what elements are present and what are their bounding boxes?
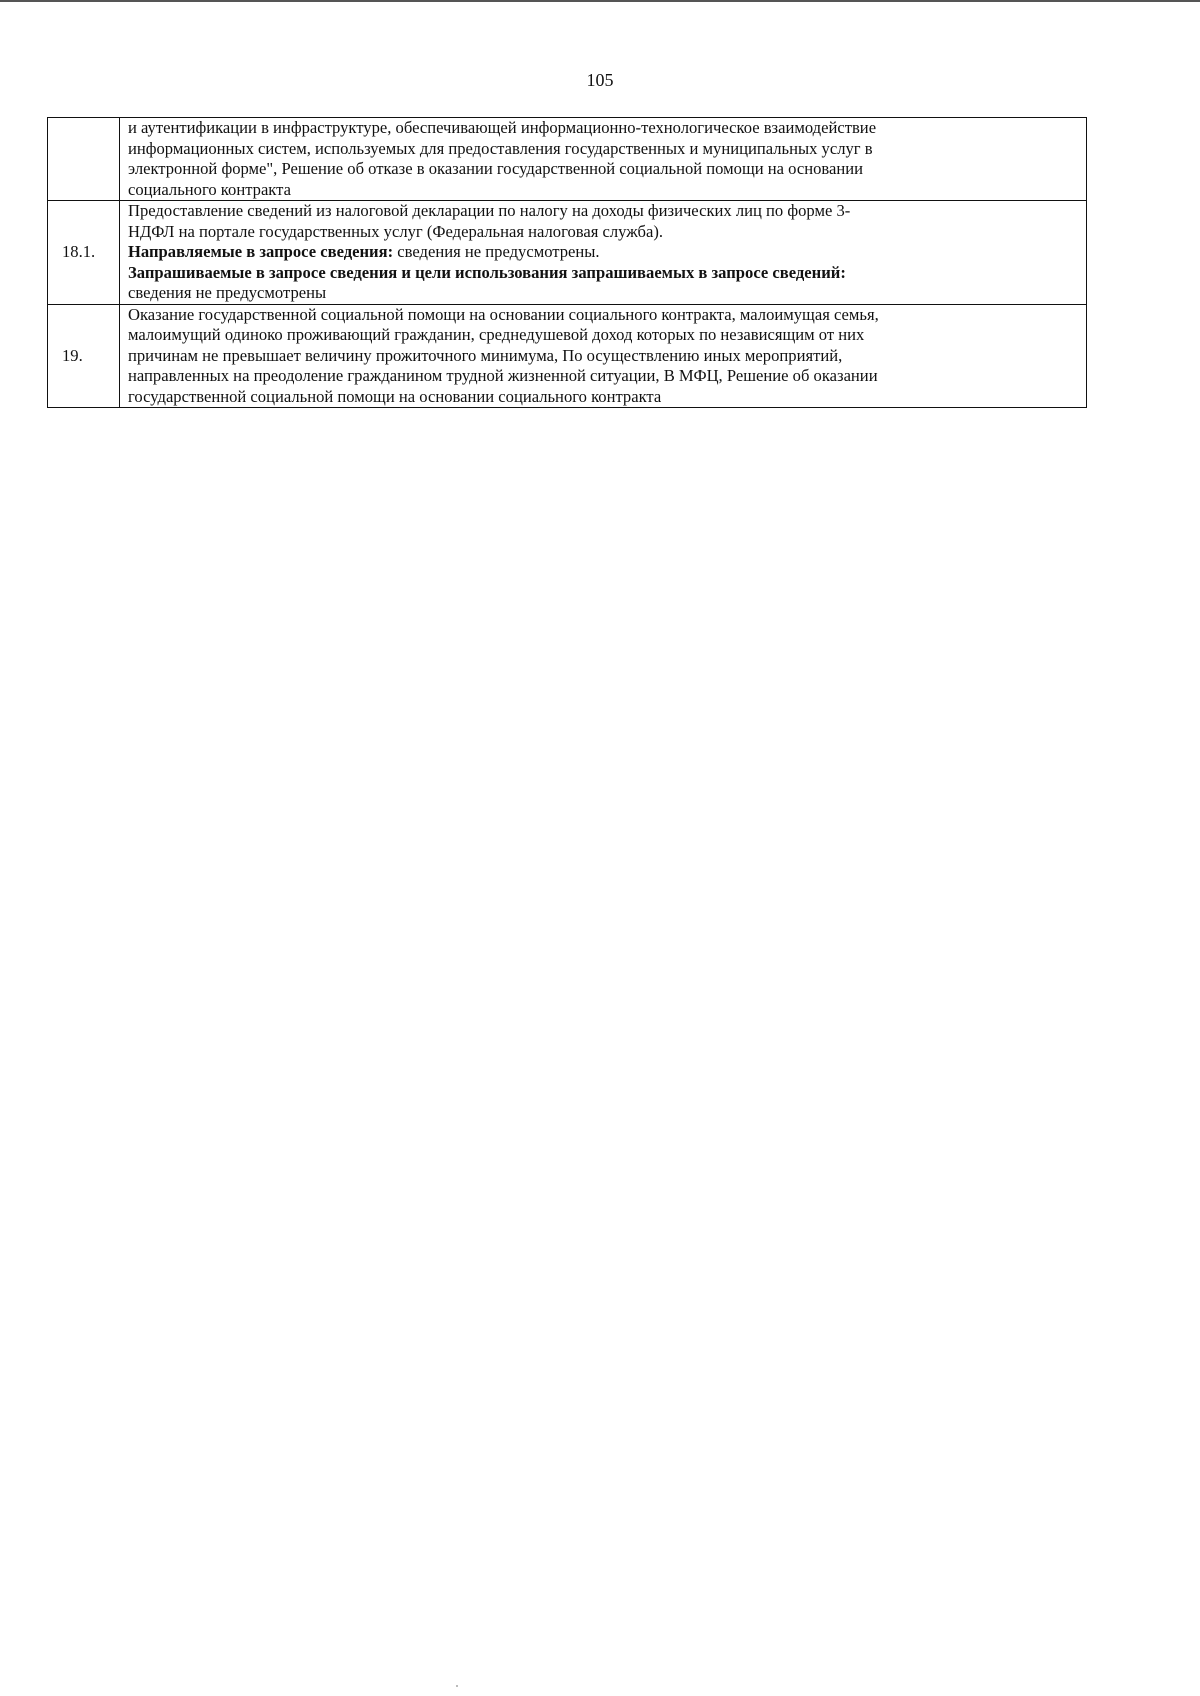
content-line: НДФЛ на портале государственных услуг (Федеральная налоговая служба).	[128, 221, 663, 241]
table-body	[48, 118, 1087, 408]
sent-info-line	[128, 242, 1082, 263]
content-line: и аутентификации в инфраструктуре, обеспечивающей информационно-технологическое взаимодействие	[128, 118, 877, 137]
content-line: информационных систем, используемых для предоставления государственных и муниципальных услуг в	[128, 138, 873, 158]
row-number: 19.	[48, 304, 120, 408]
content-line: государственной социальной помощи на основании социального контракта	[128, 386, 662, 406]
row-content	[120, 118, 1087, 201]
requested-info-value: сведения не предусмотрены	[128, 283, 327, 302]
table-row	[48, 118, 1087, 201]
sent-info-label: Направляемые в запросе сведения:	[128, 242, 394, 261]
content-line: Предоставление сведений из налоговой декларации по налогу на доходы физических лиц по форме 3-	[128, 201, 851, 220]
table-row	[48, 201, 1087, 305]
content-line: направленных на преодоление гражданином трудной жизненной ситуации, В МФЦ, Решение об оказании	[128, 366, 878, 385]
content-line: малоимущий одиноко проживающий гражданин, среднедушевой доход которых по независящим от них	[128, 325, 865, 344]
content-line: электронной форме", Решение об отказе в оказании государственной социальной помощи на основании	[128, 159, 864, 178]
row-content	[120, 304, 1087, 408]
requested-info-label: Запрашиваемые в запросе сведения и цели использования запрашиваемых в запросе сведений:	[128, 262, 846, 282]
table-row	[48, 304, 1087, 408]
services-table	[47, 117, 1087, 408]
content-line: социального контракта	[128, 179, 291, 199]
content-line: причинам не превышает величину прожиточного минимума, По осуществлению иных мероприятий,	[128, 345, 843, 365]
page-number: 105	[586, 70, 614, 90]
row-content	[120, 201, 1087, 305]
content-line: Оказание государственной социальной помощи на основании социального контракта, малоимущая семья,	[128, 304, 879, 324]
scan-speck	[456, 1685, 458, 1687]
row-number	[48, 118, 120, 201]
sent-info-value: сведения не предусмотрены.	[393, 242, 600, 261]
row-number: 18.1.	[48, 201, 120, 305]
scan-top-border	[0, 0, 1200, 2]
